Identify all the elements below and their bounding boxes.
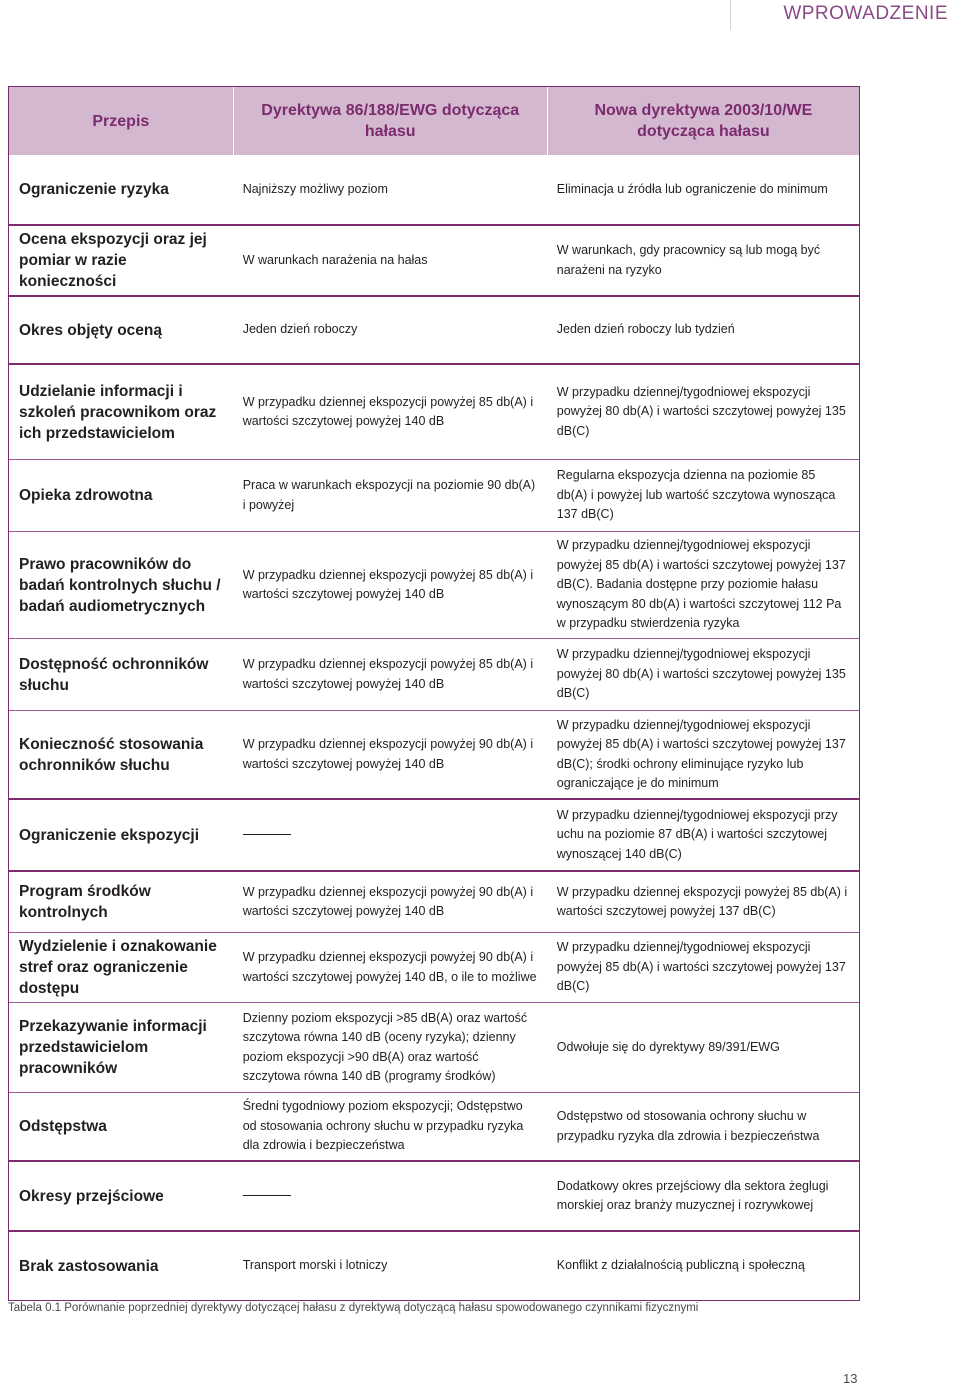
comparison-table-frame — [8, 86, 860, 1301]
row-label: Okresy przejściowe — [9, 1160, 233, 1230]
table-row — [9, 1002, 859, 1092]
new-directive-cell: W przypadku dziennej/tygodniowej ekspozycji przy uchu na poziomie 87 dB(A) i wartości szczytowej wynoszącej 140 dB(C) — [547, 798, 859, 870]
table-caption: Tabela 0.1 Porównanie poprzedniej dyrektywy dotyczącej hałasu z dyrektywą dotyczącą hałasu spowodowanego czynnikami fizycznymi — [8, 1302, 699, 1314]
new-directive-cell: Regularna ekspozycja dzienna na poziomie 85 db(A) i powyżej lub wartość szczytowa wynosząca 137 dB(C) — [547, 459, 859, 531]
row-label: Okres objęty oceną — [9, 295, 233, 363]
new-directive-cell: Eliminacja u źródła lub ograniczenie do minimum — [556, 181, 828, 196]
row-label: Prawo pracowników do badań kontrolnych słuchu / badań audiometrycznych — [9, 531, 233, 638]
table-row — [9, 1230, 859, 1300]
not-applicable-dash — [243, 834, 291, 835]
row-label: Ograniczenie ekspozycji — [9, 798, 233, 870]
table-row — [9, 638, 859, 710]
new-directive-cell: Konflikt z działalnością publiczną i społeczną — [547, 1230, 859, 1300]
new-directive-cell: W przypadku dziennej/tygodniowej ekspozycji powyżej 80 db(A) i wartości szczytowej powyżej 135 dB(C) — [547, 363, 859, 459]
row-label: Brak zastosowania — [9, 1230, 233, 1300]
old-directive-cell: Najniższy możliwy poziom — [242, 181, 388, 196]
table-row — [9, 155, 859, 224]
old-directive-cell: W przypadku dziennej ekspozycji powyżej 85 db(A) i wartości szczytowej powyżej 140 dB — [233, 363, 547, 459]
table-row — [9, 710, 859, 798]
new-directive-cell: Jeden dzień roboczy lub tydzień — [547, 295, 859, 363]
table-row — [9, 870, 859, 932]
table-row — [9, 224, 859, 295]
row-label: Konieczność stosowania ochronników słuchu — [9, 710, 233, 798]
new-directive-cell: Odstępstwo od stosowania ochrony słuchu w przypadku ryzyka dla zdrowia i bezpieczeństwa — [547, 1092, 859, 1160]
row-label: Udzielanie informacji i szkoleń pracownikom oraz ich przedstawicielom — [9, 363, 233, 459]
new-directive-cell: W przypadku dziennej ekspozycji powyżej 85 db(A) i wartości szczytowej powyżej 137 dB(C) — [547, 870, 859, 932]
old-directive-cell: Średni tygodniowy poziom ekspozycji; Odstępstwo od stosowania ochrony słuchu w przypadku ryzyka dla zdrowia i bezpieczeństwa — [233, 1092, 547, 1160]
row-label: Ograniczenie ryzyka — [19, 181, 169, 198]
column-header-old-directive: Dyrektywa 86/188/EWG dotycząca hałasu — [233, 87, 547, 155]
old-directive-cell: W przypadku dziennej ekspozycji powyżej 90 db(A) i wartości szczytowej powyżej 140 dB — [233, 710, 547, 798]
not-applicable-dash — [243, 1195, 291, 1196]
old-directive-cell: Transport morski i lotniczy — [233, 1230, 547, 1300]
new-directive-cell: Odwołuje się do dyrektywy 89/391/EWG — [547, 1002, 859, 1092]
table-row — [9, 1092, 859, 1160]
new-directive-cell: W przypadku dziennej/tygodniowej ekspozycji powyżej 85 db(A) i wartości szczytowej powyżej 137 dB(C) — [547, 932, 859, 1002]
old-directive-cell — [233, 798, 547, 870]
table-row — [9, 295, 859, 363]
row-label: Program środków kontrolnych — [9, 870, 233, 932]
column-header-przepis: Przepis — [9, 87, 233, 155]
table-header-row — [9, 87, 859, 155]
old-directive-cell: W przypadku dziennej ekspozycji powyżej 85 db(A) i wartości szczytowej powyżej 140 dB — [233, 531, 547, 638]
old-directive-cell: Dzienny poziom ekspozycji >85 dB(A) oraz wartość szczytowa równa 140 dB (oceny ryzyka); dzienny poziom ekspozycji >90 dB(A) oraz wartość szczytowa równa 140 dB (programy środków) — [233, 1002, 547, 1092]
old-directive-cell: W przypadku dziennej ekspozycji powyżej 90 db(A) i wartości szczytowej powyżej 140 dB, o ile to możliwe — [233, 932, 547, 1002]
table-row — [9, 932, 859, 1002]
table-row — [9, 531, 859, 638]
row-label: Opieka zdrowotna — [9, 459, 233, 531]
row-label: Ocena ekspozycji oraz jej pomiar w razie konieczności — [9, 224, 233, 295]
old-directive-cell — [233, 1160, 547, 1230]
page-number: 13 — [843, 1371, 858, 1386]
column-header-new-directive: Nowa dyrektywa 2003/10/WE dotycząca hałasu — [547, 87, 859, 155]
new-directive-cell: W warunkach, gdy pracownicy są lub mogą być narażeni na ryzyko — [547, 224, 859, 295]
row-label: Przekazywanie informacji przedstawicielom pracowników — [9, 1002, 233, 1092]
table-row — [9, 1160, 859, 1230]
table-row — [9, 459, 859, 531]
old-directive-cell: Praca w warunkach ekspozycji na poziomie 90 db(A) i powyżej — [233, 459, 547, 531]
old-directive-cell: W przypadku dziennej ekspozycji powyżej 90 db(A) i wartości szczytowej powyżej 140 dB — [233, 870, 547, 932]
section-header: WPROWADZENIE — [730, 0, 960, 30]
old-directive-cell: W warunkach narażenia na hałas — [233, 224, 547, 295]
old-directive-cell: Jeden dzień roboczy — [233, 295, 547, 363]
table-row — [9, 363, 859, 459]
comparison-table — [8, 86, 860, 1301]
new-directive-cell: Dodatkowy okres przejściowy dla sektora żeglugi morskiej oraz branży muzycznej i rozrywkowej — [547, 1160, 859, 1230]
row-label: Wydzielenie i oznakowanie stref oraz ograniczenie dostępu — [9, 932, 233, 1002]
new-directive-cell: W przypadku dziennej/tygodniowej ekspozycji powyżej 85 db(A) i wartości szczytowej powyżej 137 dB(C). Badania dostępne przy poziomie hałasu wynoszącym 80 db(A) i wartości szczytowej 112 Pa w przypadku stwierdzenia ryzyka — [547, 531, 859, 638]
row-label: Odstępstwa — [9, 1092, 233, 1160]
old-directive-cell: W przypadku dziennej ekspozycji powyżej 85 db(A) i wartości szczytowej powyżej 140 dB — [233, 638, 547, 710]
new-directive-cell: W przypadku dziennej/tygodniowej ekspozycji powyżej 80 db(A) i wartości szczytowej powyżej 135 dB(C) — [547, 638, 859, 710]
row-label: Dostępność ochronników słuchu — [9, 638, 233, 710]
table-row — [9, 798, 859, 870]
new-directive-cell: W przypadku dziennej/tygodniowej ekspozycji powyżej 85 db(A) i wartości szczytowej powyżej 137 dB(C); środki ochrony eliminujące ryzyko lub ograniczające je do minimum — [547, 710, 859, 798]
